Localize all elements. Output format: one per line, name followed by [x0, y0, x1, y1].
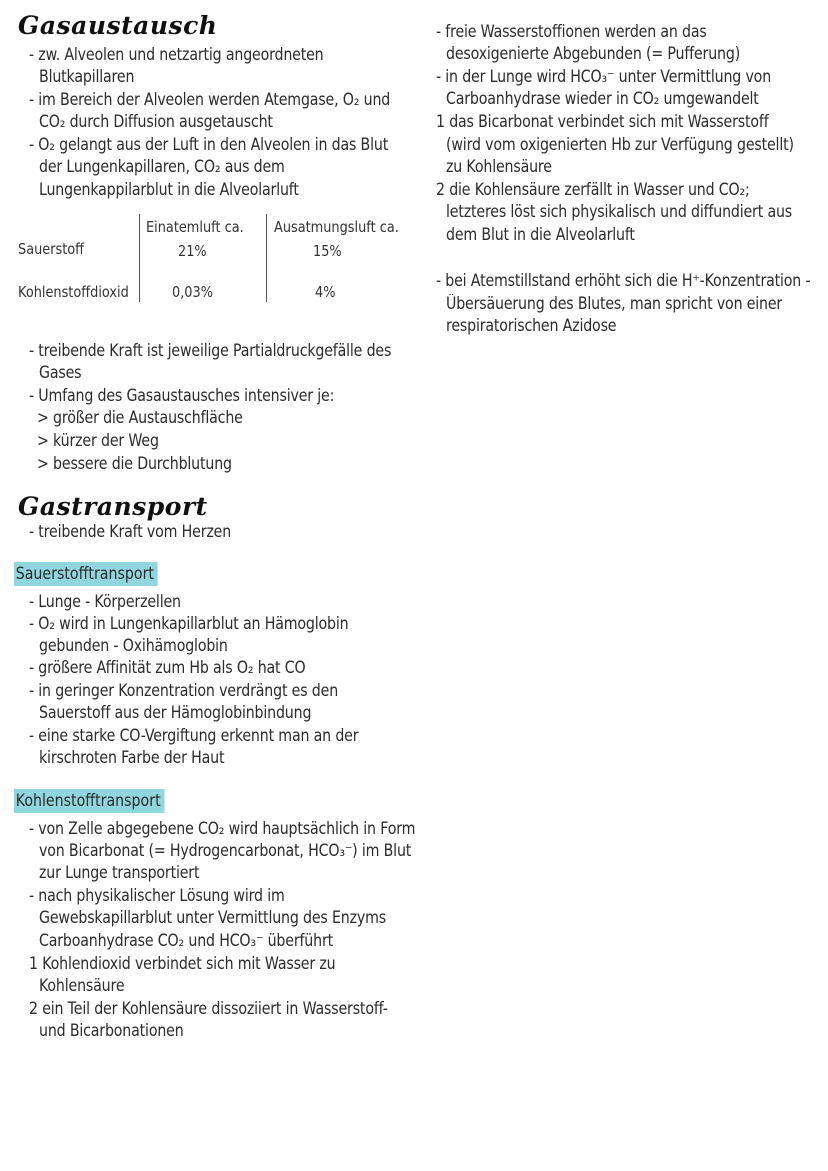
subheading-kohlenstofftransport: Kohlenstofftransport [14, 789, 164, 813]
text-line: desoxigenierte Abgebunden (= Pufferung) [446, 44, 741, 63]
text-line: 2 ein Teil der Kohlensäure dissoziiert in Wasserstoff- [29, 999, 388, 1018]
text-line: - von Zelle abgegebene CO₂ wird hauptsächlich in Form [29, 819, 416, 838]
subheading-sauerstofftransport: Sauerstofftransport [14, 562, 157, 586]
text-line: > bessere die Durchblutung [37, 454, 232, 473]
text-line: - O₂ gelangt aus der Luft in den Alveolen in das Blut [29, 135, 389, 154]
text-line: Gases [39, 363, 82, 382]
text-line: (wird vom oxigenierten Hb zur Verfügung gestellt) [446, 135, 794, 154]
table-cell-co2-inhale: 0,03% [172, 283, 213, 301]
text-line: letzteres löst sich physikalisch und diffundiert aus [446, 202, 793, 221]
text-line: zur Lunge transportiert [39, 863, 200, 882]
text-line: - in geringer Konzentration verdrängt es den [29, 681, 339, 700]
text-line: - bei Atemstillstand erhöht sich die H⁺-Konzentration - [436, 271, 811, 290]
gas-table [18, 212, 418, 307]
table-cell-oxygen-exhale: 15% [313, 242, 342, 260]
text-line: Gewebskapillarblut unter Vermittlung des Enzyms [39, 908, 386, 927]
table-cell-co2-exhale: 4% [315, 283, 336, 301]
text-line: - größere Affinität zum Hb als O₂ hat CO [29, 658, 306, 677]
text-line: - eine starke CO-Vergiftung erkennt man an der [29, 726, 359, 745]
heading-gastransport: Gastransport [18, 492, 208, 521]
text-line: - freie Wasserstoffionen werden an das [436, 22, 707, 41]
text-line: Kohlensäure [39, 976, 125, 995]
text-line: > größer die Austauschfläche [37, 408, 243, 427]
text-line: - Lunge - Körperzellen [29, 592, 181, 611]
table-divider [139, 214, 140, 302]
text-line: - treibende Kraft vom Herzen [29, 522, 232, 541]
text-line: - nach physikalischer Lösung wird im [29, 886, 285, 905]
text-line: 1 das Bicarbonat verbindet sich mit Wasserstoff [436, 112, 769, 131]
table-header-exhale: Ausatmungsluft ca. [274, 218, 399, 236]
text-line: - Umfang des Gasaustausches intensiver je: [29, 386, 335, 405]
text-line: 1 Kohlendioxid verbindet sich mit Wasser zu [29, 954, 336, 973]
text-line: - treibende Kraft ist jeweilige Partialdruckgefälle des [29, 341, 392, 360]
text-line: - zw. Alveolen und netzartig angeordneten [29, 45, 324, 64]
table-row-label-co2: Kohlenstoffdioxid [18, 283, 129, 301]
text-line: von Bicarbonat (= Hydrogencarbonat, HCO₃⁻) im Blut [39, 841, 412, 860]
text-line: > kürzer der Weg [37, 431, 159, 450]
text-line: Blutkapillaren [39, 67, 135, 86]
text-line: dem Blut in die Alveolarluft [446, 225, 635, 244]
text-line: und Bicarbonationen [39, 1021, 184, 1040]
heading-gasaustausch: Gasaustausch [18, 11, 218, 40]
text-line: gebunden - Oxihämoglobin [39, 636, 228, 655]
text-line: respiratorischen Azidose [446, 316, 617, 335]
table-header-inhale: Einatemluft ca. [146, 218, 244, 236]
table-row-label-oxygen: Sauerstoff [18, 240, 85, 258]
text-line: - O₂ wird in Lungenkapillarblut an Hämoglobin [29, 614, 349, 633]
text-line: Carboanhydrase CO₂ und HCO₃⁻ überführt [39, 931, 334, 950]
table-divider [266, 214, 267, 302]
text-line: 2 die Kohlensäure zerfällt in Wasser und CO₂; [436, 180, 750, 199]
text-line: zu Kohlensäure [446, 157, 552, 176]
text-line: Carboanhydrase wieder in CO₂ umgewandelt [446, 89, 759, 108]
text-line: CO₂ durch Diffusion ausgetauscht [39, 112, 273, 131]
text-line: der Lungenkapillaren, CO₂ aus dem [39, 157, 285, 176]
text-line: Übersäuerung des Blutes, man spricht von einer [446, 294, 783, 313]
text-line: kirschroten Farbe der Haut [39, 748, 225, 767]
text-line: - in der Lunge wird HCO₃⁻ unter Vermittlung von [436, 67, 772, 86]
text-line: - im Bereich der Alveolen werden Atemgase, O₂ und [29, 90, 391, 109]
text-line: Sauerstoff aus der Hämoglobinbindung [39, 703, 312, 722]
table-cell-oxygen-inhale: 21% [178, 242, 207, 260]
text-line: Lungenkappilarblut in die Alveolarluft [39, 180, 299, 199]
